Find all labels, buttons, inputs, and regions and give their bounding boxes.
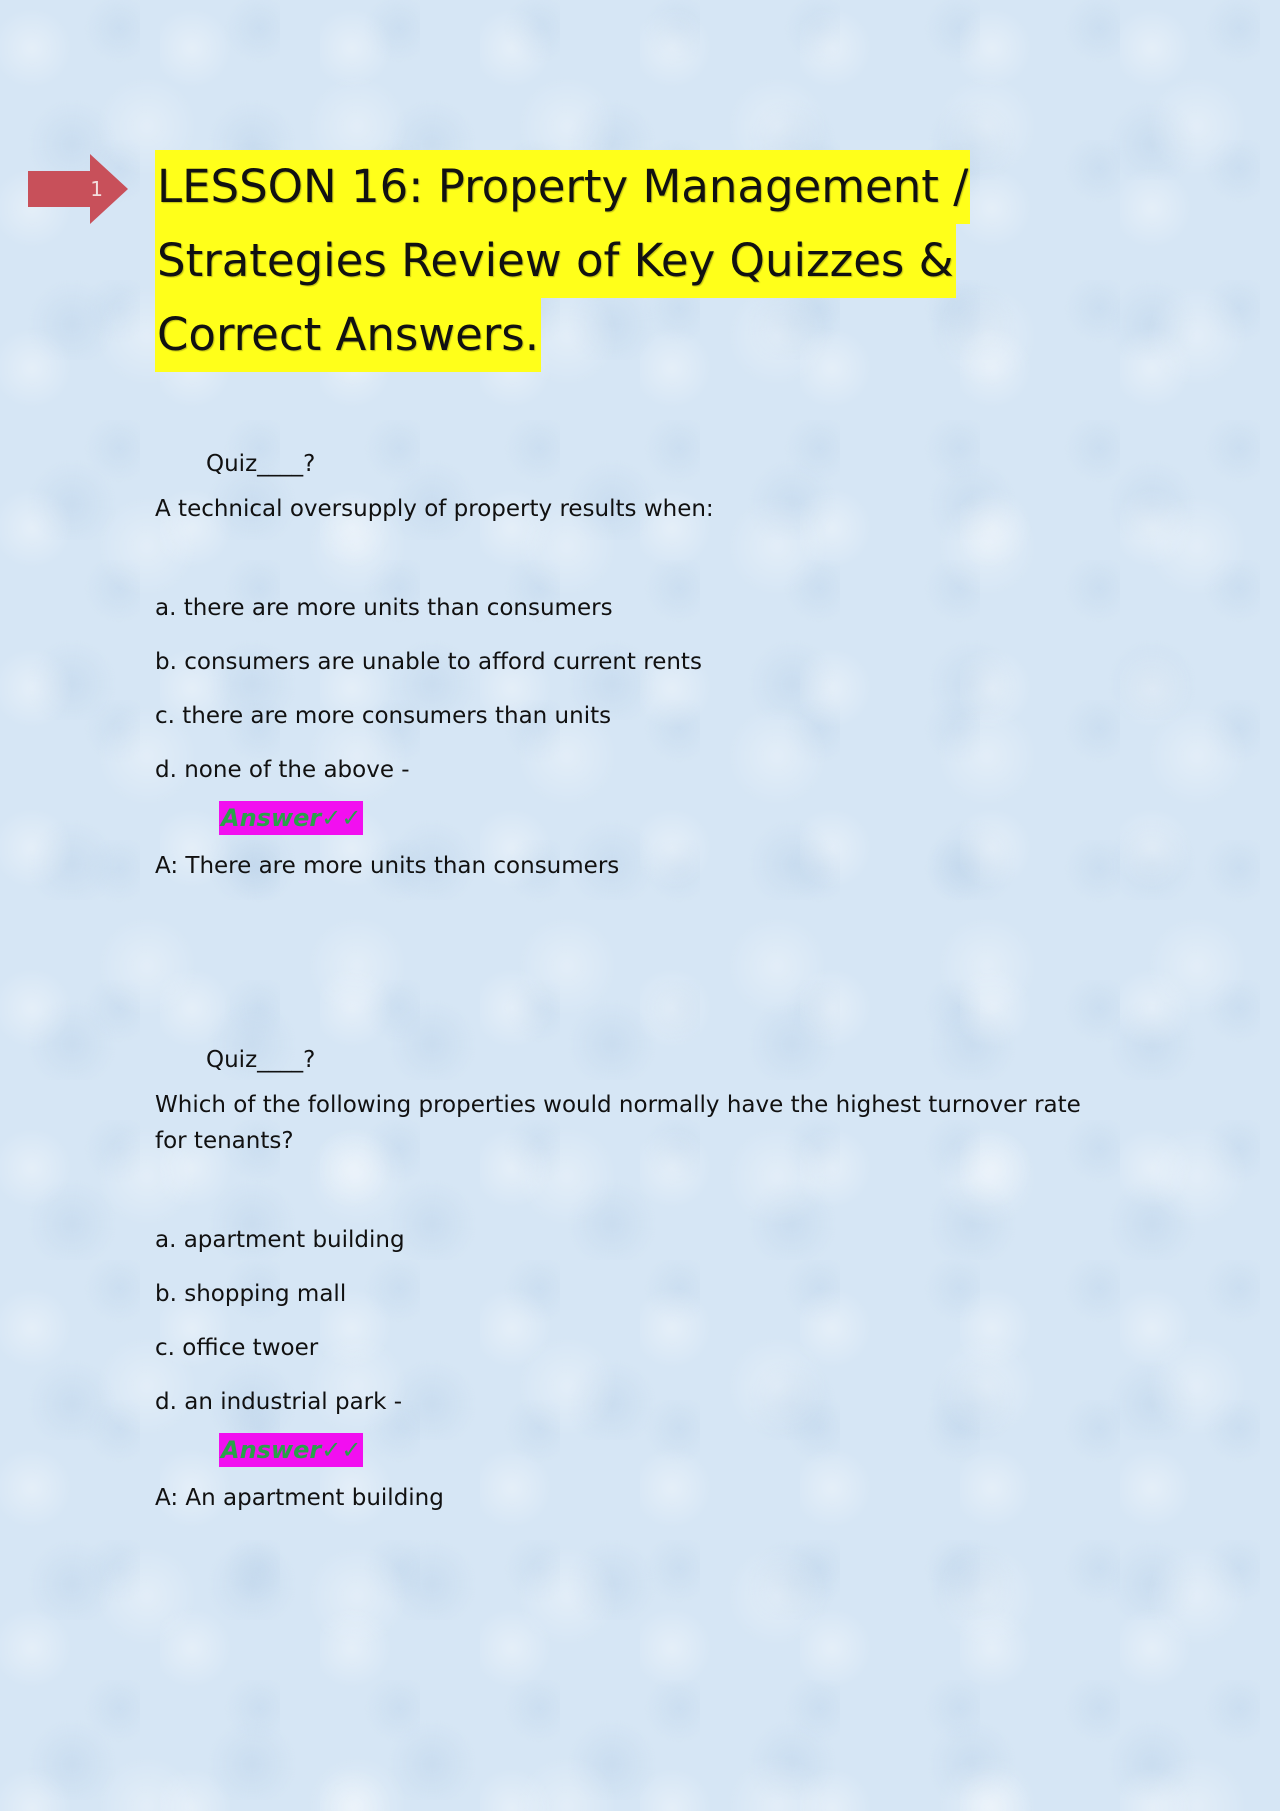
option-a: a. there are more units than consumers (155, 595, 613, 621)
quiz-block-2 (155, 1033, 1115, 1525)
answer-text: A: There are more units than consumers (155, 853, 620, 879)
page-number: 1 (90, 177, 103, 201)
quiz-block-1 (155, 437, 1115, 893)
option-list (155, 1213, 1115, 1429)
answer-text: A: An apartment building (155, 1485, 444, 1511)
quiz-question: Which of the following properties would normally have the highest turnover rate for tenants? (155, 1092, 1081, 1154)
option-list (155, 581, 1115, 797)
title-line-3: Correct Answers. (155, 298, 541, 372)
option-c: c. there are more consumers than units (155, 703, 612, 729)
option-d: d. none of the above - (155, 757, 410, 783)
title-line-2: Strategies Review of Key Quizzes & (155, 224, 956, 298)
option-b: b. shopping mall (155, 1281, 347, 1307)
option-d: d. an industrial park - (155, 1389, 403, 1415)
option-c: c. office twoer (155, 1335, 319, 1361)
quiz-question: A technical oversupply of property results when: (155, 496, 714, 522)
answer-badge: Answer✓✓ (219, 1433, 363, 1467)
quiz-label: Quiz____? (206, 1047, 316, 1073)
page-number-marker (28, 154, 128, 224)
page-title (155, 150, 1055, 372)
quiz-label: Quiz____? (206, 451, 316, 477)
answer-badge: Answer✓✓ (219, 801, 363, 835)
option-b: b. consumers are unable to afford current rents (155, 649, 702, 675)
title-line-1: LESSON 16: Property Management / (155, 150, 970, 224)
option-a: a. apartment building (155, 1227, 405, 1253)
